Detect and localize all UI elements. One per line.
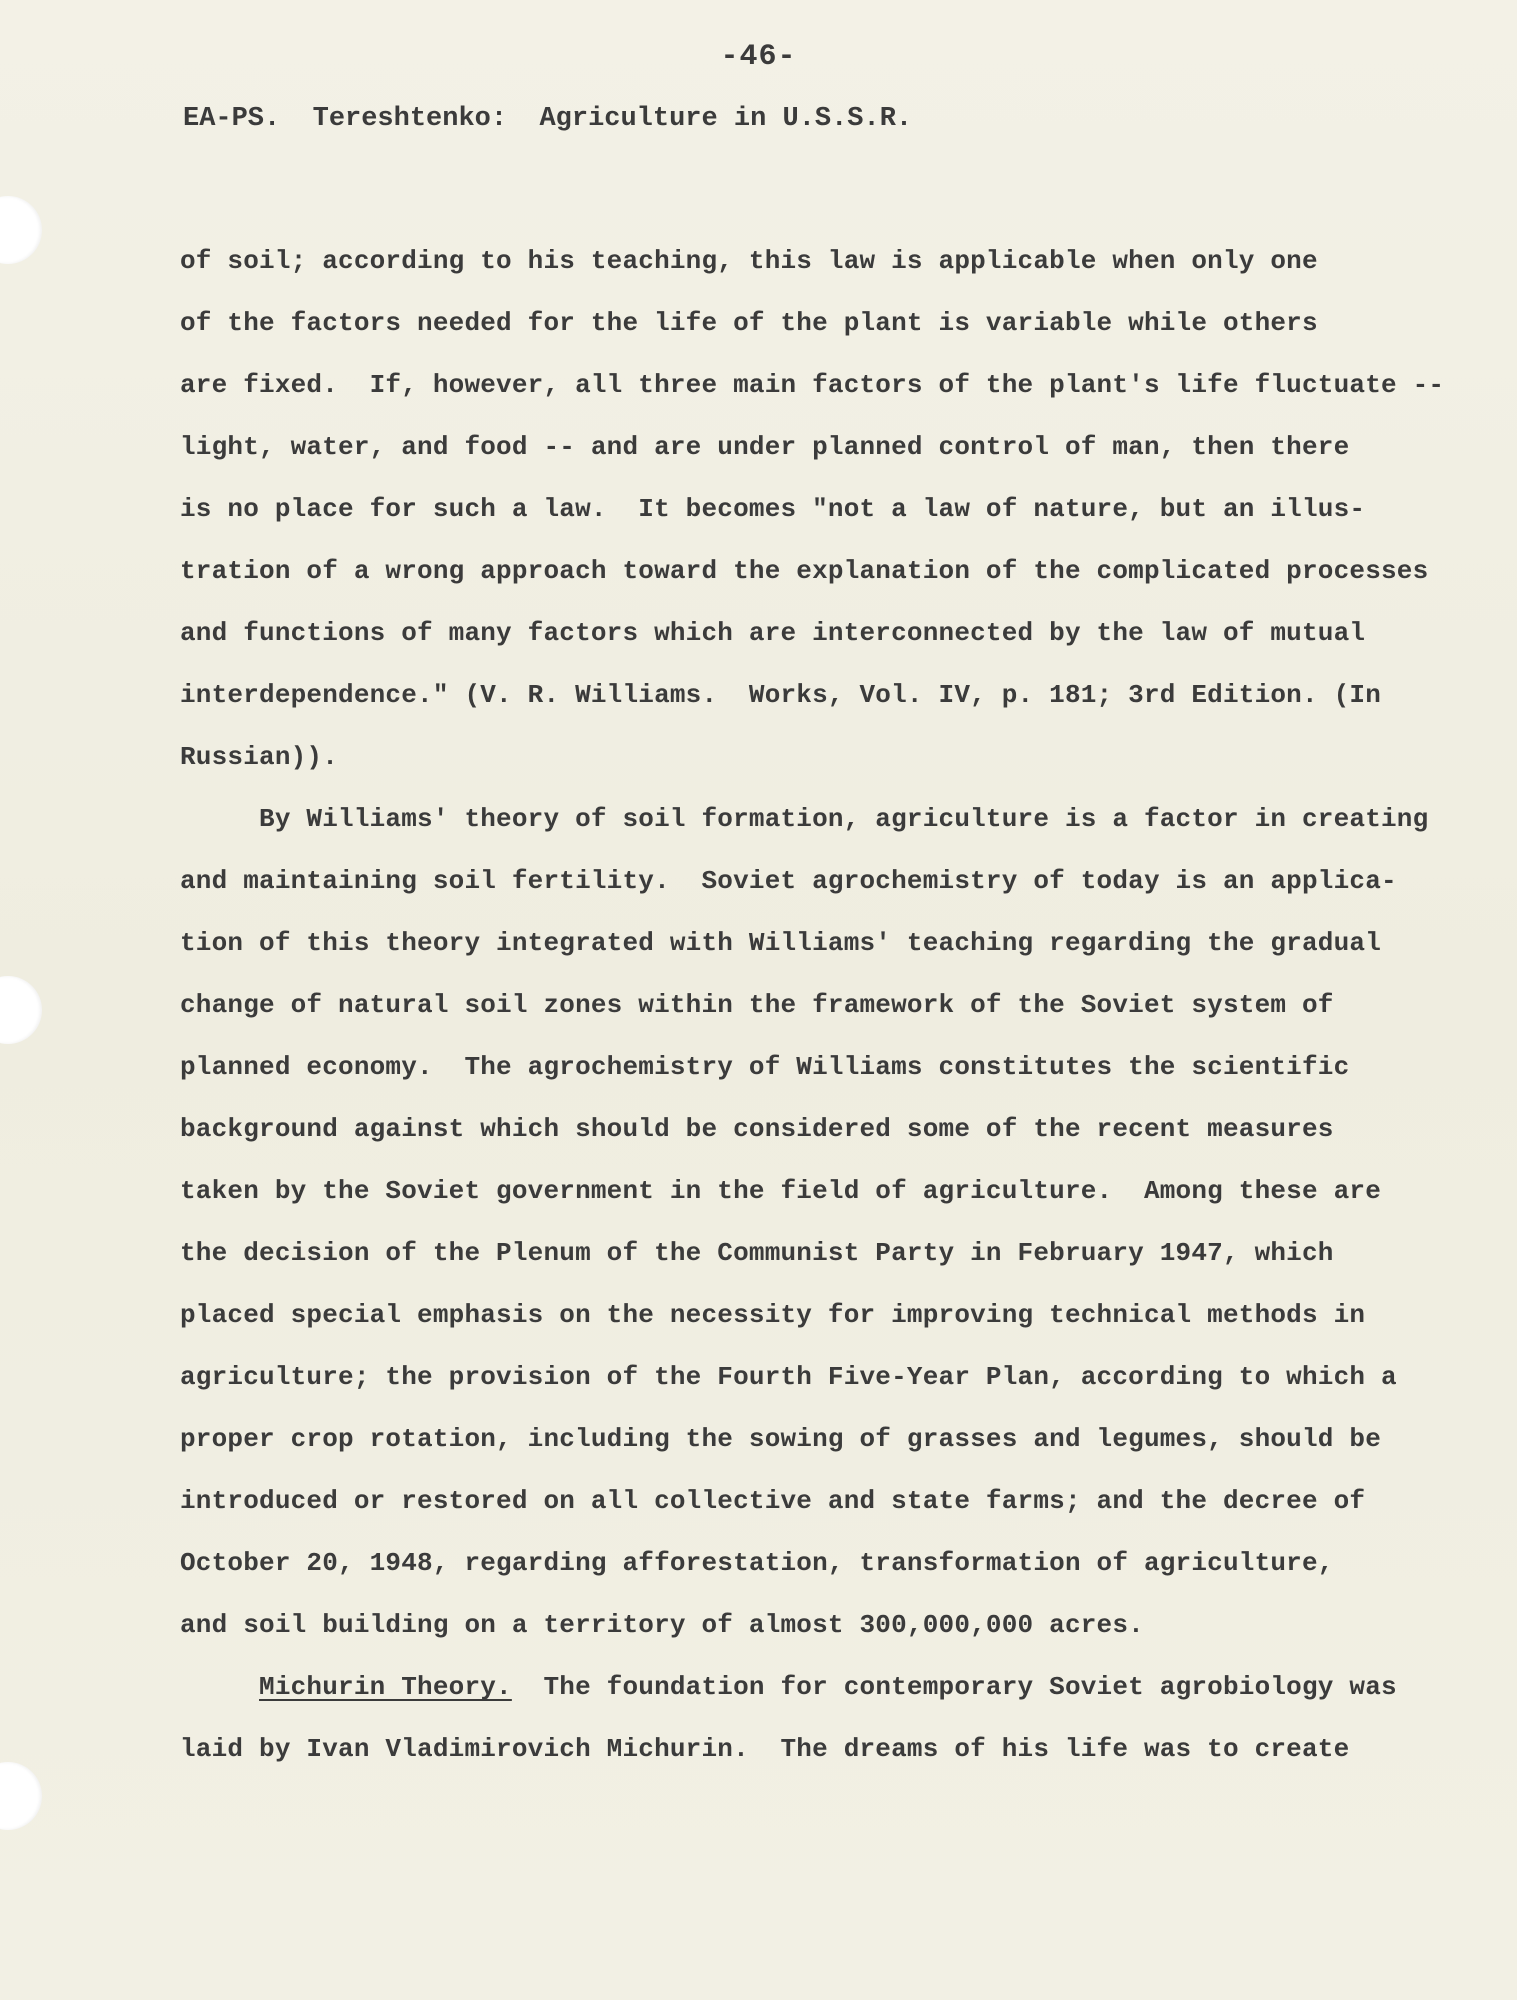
text-line: introduced or restored on all collective and state farms; and the decree of [180,1486,1366,1516]
text-line: tion of this theory integrated with Williams' teaching regarding the gradual [180,928,1381,958]
text-line: and functions of many factors which are interconnected by the law of mutual [180,618,1366,648]
page-number: -46- [720,40,797,74]
text-line: agriculture; the provision of the Fourth Five-Year Plan, according to which a [180,1362,1397,1392]
punch-hole-middle [0,976,42,1044]
text-span: The foundation for contemporary Soviet agrobiology was [511,1672,1397,1702]
text-line: are fixed. If, however, all three main factors of the plant's life fluctuate -- [180,370,1445,400]
text-line: and soil building on a territory of almost 300,000,000 acres. [180,1610,1144,1640]
punch-hole-bottom [0,1762,42,1830]
text-line: change of natural soil zones within the framework of the Soviet system of [180,990,1334,1020]
text-line: proper crop rotation, including the sowing of grasses and legumes, should be [180,1424,1381,1454]
text-line: is no place for such a law. It becomes "not a law of nature, but an illus- [180,494,1366,524]
text-line: October 20, 1948, regarding afforestation, transformation of agriculture, [180,1548,1334,1578]
running-header: EA-PS. Tereshtenko: Agriculture in U.S.S.R. [183,104,913,134]
text-line: Russian)). [180,742,339,772]
text-line: light, water, and food -- and are under planned control of man, then there [180,432,1350,462]
text-line: placed special emphasis on the necessity for improving technical methods in [180,1300,1366,1330]
body-text [180,230,1445,1780]
text-line: and maintaining soil fertility. Soviet agrochemistry of today is an applica- [180,866,1397,896]
text-line: interdependence." (V. R. Williams. Works, Vol. IV, p. 181; 3rd Edition. (In [180,680,1381,710]
text-line: planned economy. The agrochemistry of Williams constitutes the scientific [180,1052,1350,1082]
section-heading-michurin: Michurin Theory. [259,1672,512,1702]
text-line: taken by the Soviet government in the field of agriculture. Among these are [180,1176,1381,1206]
punch-hole-top [0,196,42,264]
text-line: background against which should be considered some of the recent measures [180,1114,1334,1144]
text-line [180,1656,1430,1718]
text-line: of the factors needed for the life of the plant is variable while others [180,308,1318,338]
text-line: By Williams' theory of soil formation, agriculture is a factor in creating [180,804,1429,834]
text-line: the decision of the Plenum of the Communist Party in February 1947, which [180,1238,1334,1268]
text-line: of soil; according to his teaching, this law is applicable when only one [180,246,1318,276]
text-line: tration of a wrong approach toward the explanation of the complicated processes [180,556,1429,586]
text-line: laid by Ivan Vladimirovich Michurin. The dreams of his life was to create [180,1734,1350,1764]
